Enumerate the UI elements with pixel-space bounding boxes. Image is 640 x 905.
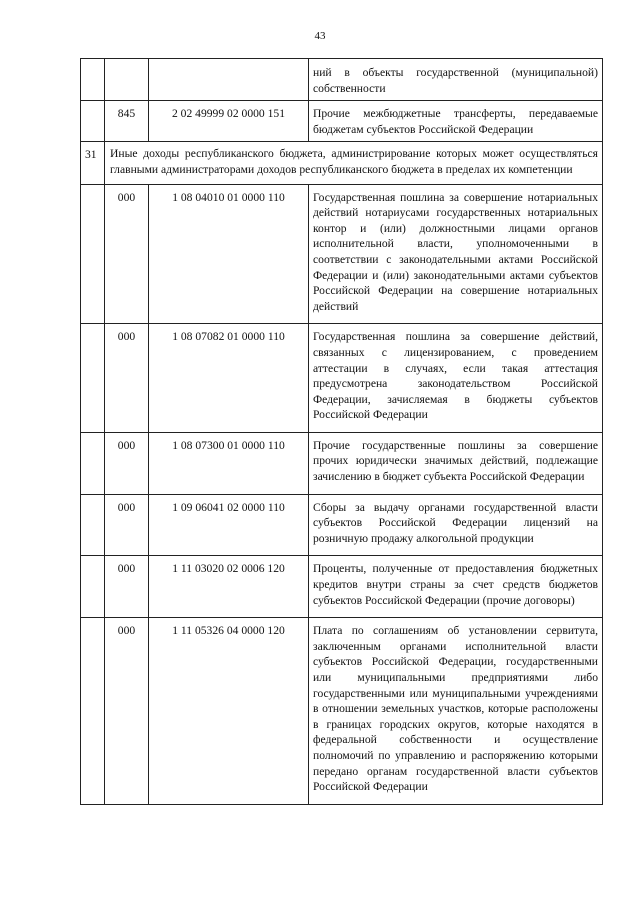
admin-code-cell: 000 [105,432,149,494]
description-cell: Государственная пошлина за совершение нотариальных действий нотариусами государственных нотариальных контор и (или) должностными лицами органов исполнительной власти, уполномоченными в соответствии с законодательными актами Российской Федерации и (или) законодательными актами субъектов Российской Федерации на совершение нотариальных действий [309,184,603,324]
admin-code-cell [105,59,149,101]
budget-code-cell: 1 08 04010 01 0000 110 [149,184,309,324]
budget-code-cell: 1 08 07082 01 0000 110 [149,324,309,433]
row-number-cell [81,556,105,618]
table-row [81,432,603,494]
admin-code-cell: 000 [105,556,149,618]
table-row [81,494,603,556]
page-number: 43 [314,30,326,42]
section-title: Иные доходы республиканского бюджета, администрирование которых может осуществляться главными администраторами доходов республиканского бюджета в пределах их компетенции [105,142,603,184]
description-cell: Прочие государственные пошлины за совершение прочих юридически значимых действий, подлежащие зачислению в бюджет субъекта Российской Федерации [309,432,603,494]
budget-code-cell: 1 11 05326 04 0000 120 [149,618,309,805]
table-row [81,184,603,324]
admin-code-cell: 000 [105,324,149,433]
table-row [81,324,603,433]
budget-code-cell: 1 11 03020 02 0006 120 [149,556,309,618]
row-number-cell [81,432,105,494]
table-row [81,556,603,618]
row-number-cell [81,494,105,556]
description-cell: Плата по соглашениям об установлении сервитута, заключенным органами исполнительной власти субъектов Российской Федерации, государственными или муниципальными предприятиями либо государственными или муниципальными учреждениями в отношении земельных участков, которые расположены в границах городских округов, которые находятся в федеральной собственности и осуществление полномочий по управлению и распоряжению которыми передано органам государственной власти субъектов Российской Федерации [309,618,603,805]
budget-code-cell: 2 02 49999 02 0000 151 [149,101,309,142]
table-row [81,101,603,142]
admin-code-cell: 000 [105,618,149,805]
description-cell: Прочие межбюджетные трансферты, передаваемые бюджетам субъектов Российской Федерации [309,101,603,142]
table-row [81,618,603,805]
description-cell: ний в объекты государственной (муниципальной) собственности [309,59,603,101]
section-number: 31 [81,142,105,184]
row-number-cell [81,184,105,324]
admin-code-cell: 845 [105,101,149,142]
row-number-cell [81,618,105,805]
budget-code-cell: 1 08 07300 01 0000 110 [149,432,309,494]
budget-revenue-table [80,58,603,805]
admin-code-cell: 000 [105,494,149,556]
budget-code-cell [149,59,309,101]
row-number-cell [81,101,105,142]
row-number-cell [81,59,105,101]
table-row [81,59,603,101]
row-number-cell [81,324,105,433]
budget-code-cell: 1 09 06041 02 0000 110 [149,494,309,556]
description-cell: Государственная пошлина за совершение действий, связанных с лицензированием, с проведением аттестации в случаях, если такая аттестация предусмотрена законодательством Российской Федерации, зачисляемая в бюджеты субъектов Российской Федерации [309,324,603,433]
section-row [81,142,603,184]
admin-code-cell: 000 [105,184,149,324]
description-cell: Сборы за выдачу органами государственной власти субъектов Российской Федерации лицензий на розничную продажу алкогольной продукции [309,494,603,556]
description-cell: Проценты, полученные от предоставления бюджетных кредитов внутри страны за счет средств бюджетов субъектов Российской Федерации (прочие договоры) [309,556,603,618]
